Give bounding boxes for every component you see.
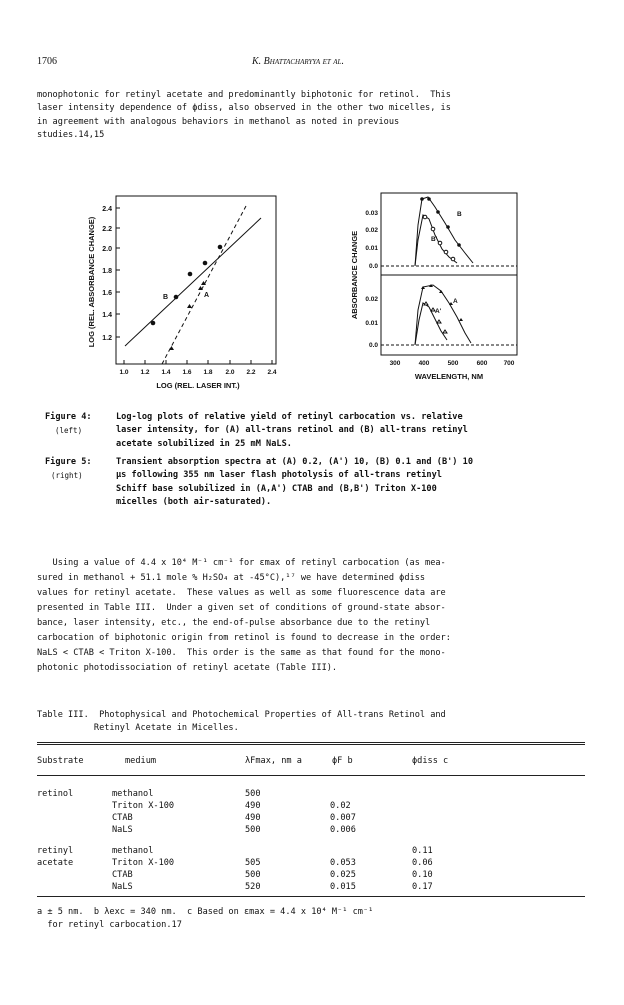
table-cell-phiF: 0.053 xyxy=(330,858,356,868)
fig4-xtick: 2.0 xyxy=(225,369,235,376)
fig5-xtick: 300 xyxy=(389,360,401,367)
table-cell-medium: CTAB xyxy=(112,870,133,880)
table-caption: Table III. Photophysical and Photochemical Properties of All-trans Retinol and xyxy=(37,710,446,720)
fig4-xtick: 2.4 xyxy=(267,369,277,376)
table-cell-medium: Triton X-100 xyxy=(112,801,175,811)
table-header: medium xyxy=(125,756,157,766)
body-line: values for retinyl acetate. These values as well as some fluorescence data are xyxy=(37,588,446,598)
caption-line: Log-log plots of relative yield of retinyl carbocation vs. relative xyxy=(116,412,463,422)
fig4-xlabel: LOG (REL. LASER INT.) xyxy=(156,381,240,390)
caption-line: Schiff base solubilized in (A,A') CTAB and (B,B') Triton X-100 xyxy=(116,483,437,494)
fig4-xtick: 1.2 xyxy=(140,369,150,376)
fig4-ytick: 1.6 xyxy=(102,290,112,297)
fig5-bot-tick: 0.01 xyxy=(365,320,378,327)
body-line: carbocation of biphotonic origin from retinol is found to decrease in the order: xyxy=(37,633,451,643)
table-cell-substrate: retinyl xyxy=(37,846,74,856)
fig5-bot-tick: 0.0 xyxy=(368,342,378,349)
figure-5-plot xyxy=(345,185,525,390)
fig4-xtick: 1.6 xyxy=(182,369,192,376)
table-caption: Retinyl Acetate in Micelles. xyxy=(37,723,239,733)
fig5-top-tick: 0.02 xyxy=(365,227,378,234)
table-cell-substrate: acetate xyxy=(37,858,74,868)
fig4-xtick: 1.8 xyxy=(203,369,213,376)
fig5-xtick: 500 xyxy=(447,360,459,367)
caption-line: μs following 355 nm laser flash photolysis of all-trans retinyl xyxy=(116,470,442,481)
caption-label: Figure 4: xyxy=(45,412,92,422)
body-line: NaLS < CTAB < Triton X-100. This order is the same as that found for the mono- xyxy=(37,648,446,658)
fig4-ylabel: LOG (REL. ABSORBANCE CHANGE) xyxy=(87,216,96,348)
fig5-xlabel: WAVELENGTH, NM xyxy=(414,372,484,381)
caption-label: Figure 5: xyxy=(45,457,92,467)
table-cell-phiF: 0.025 xyxy=(330,870,356,880)
caption-line: micelles (both air-saturated). xyxy=(116,497,272,508)
body-line: Using a value of 4.4 x 10⁴ M⁻¹ cm⁻¹ for εmax of retinyl carbocation (as mea- xyxy=(37,558,446,568)
table-cell-lmax: 505 xyxy=(245,858,261,868)
fig4-xtick: 2.2 xyxy=(246,369,256,376)
fig5-top-tick: 0.01 xyxy=(365,245,378,252)
fig5-bot-tick: 0.02 xyxy=(365,296,378,303)
caption-side: (left) xyxy=(55,426,83,435)
table-footnote: a ± 5 nm. b λexc = 340 nm. c Based on εmax = 4.4 x 10⁴ M⁻¹ cm⁻¹ xyxy=(37,907,374,917)
intro-line: studies.14,15 xyxy=(37,130,105,141)
fig5-xtick: 600 xyxy=(476,360,488,367)
table-header: Substrate xyxy=(37,756,84,766)
fig4-ytick: 1.2 xyxy=(102,335,112,342)
table-cell-phiF: 0.006 xyxy=(330,825,356,835)
fig5-label-a: A xyxy=(453,298,458,305)
table-cell-medium: NaLS xyxy=(112,825,133,835)
fig4-xtick: 1.0 xyxy=(119,369,129,376)
fig4-point-b xyxy=(174,295,179,300)
table-cell-phid: 0.11 xyxy=(412,846,433,856)
fig5-label-b: B xyxy=(457,211,462,218)
table-cell-lmax: 490 xyxy=(245,801,261,811)
fig4-ytick: 2.0 xyxy=(102,246,112,253)
fig5-label-aprime: A' xyxy=(435,308,442,315)
fig5-ylabel: ABSORBANCE CHANGE xyxy=(350,230,359,320)
fig4-point-b xyxy=(203,261,208,266)
intro-line: monophotonic for retinyl acetate and predominantly biphotonic for retinol. This xyxy=(37,90,451,100)
table-cell-phid: 0.06 xyxy=(412,858,433,868)
table-cell-lmax: 500 xyxy=(245,825,261,835)
table-cell-lmax: 500 xyxy=(245,870,261,880)
fig4-ytick: 2.4 xyxy=(102,206,112,213)
intro-paragraph xyxy=(37,89,451,143)
fig4-ytick: 2.2 xyxy=(102,226,112,233)
fig4-point-b xyxy=(151,321,156,326)
intro-line: laser intensity dependence of ϕdiss, also observed in the other two micelles, is xyxy=(37,103,451,114)
fig4-point-b xyxy=(218,245,223,250)
caption-line: acetate solubilized in 25 mM NaLS. xyxy=(116,438,292,449)
fig5-xtick: 700 xyxy=(503,360,515,367)
table-header: ϕdiss c xyxy=(412,756,449,766)
table-cell-medium: CTAB xyxy=(112,813,133,823)
fig5-label-bprime: B' xyxy=(431,236,438,243)
body-line: sured in methanol + 51.1 mole % H₂SO₄ at -45°C),¹⁷ we have determined ϕdiss xyxy=(37,573,426,583)
running-head: K. Bhattacharyya et al. xyxy=(252,56,344,67)
page-number: 1706 xyxy=(37,56,57,67)
body-paragraph xyxy=(37,556,451,676)
fig5-xtick: 400 xyxy=(418,360,430,367)
table-cell-phid: 0.10 xyxy=(412,870,433,880)
table-header: λFmax, nm a xyxy=(245,756,302,766)
fig4-point-b xyxy=(188,272,193,277)
fig4-point-a xyxy=(169,346,174,350)
fig4-label-b: B xyxy=(163,294,169,301)
body-line: presented in Table III. Under a given set of conditions of ground-state absor- xyxy=(37,603,446,613)
fig5-top-tick: 0.03 xyxy=(365,210,378,217)
fig4-label-a: A xyxy=(204,292,210,299)
fig4-ytick: 1.8 xyxy=(102,268,112,275)
table-footnote: for retinyl carbocation.17 xyxy=(37,920,182,930)
intro-line: in agreement with analogous behaviors in methanol as noted in previous xyxy=(37,116,400,127)
figure-4-plot xyxy=(80,190,280,395)
fig4-xtick: 1.4 xyxy=(161,369,171,376)
table-cell-phiF: 0.015 xyxy=(330,882,356,892)
table-cell-lmax: 520 xyxy=(245,882,261,892)
table-cell-medium: Triton X-100 xyxy=(112,858,175,868)
body-line: bance, laser intensity, etc., the end-of-pulse absorbance due to the retinyl xyxy=(37,618,431,628)
table-cell-substrate: retinol xyxy=(37,789,74,799)
table-cell-lmax: 500 xyxy=(245,789,261,799)
table-cell-lmax: 490 xyxy=(245,813,261,823)
caption-line: laser intensity, for (A) all-trans retinol and (B) all-trans retinyl xyxy=(116,425,468,436)
fig5-top-tick: 0.0 xyxy=(368,263,378,270)
fig4-ytick: 1.4 xyxy=(102,312,112,319)
table-cell-phiF: 0.02 xyxy=(330,801,351,811)
table-cell-phid: 0.17 xyxy=(412,882,433,892)
table-header: ϕF b xyxy=(332,756,353,766)
caption-line: Transient absorption spectra at (A) 0.2, (A') 10, (B) 0.1 and (B') 10 xyxy=(116,457,473,467)
body-line: photonic photodissociation of retinyl acetate (Table III). xyxy=(37,663,338,673)
table-cell-phiF: 0.007 xyxy=(330,813,356,823)
table-cell-medium: methanol xyxy=(112,846,154,856)
caption-side: (right) xyxy=(51,471,83,480)
fig4-point-a xyxy=(187,304,192,308)
table-cell-medium: methanol xyxy=(112,789,154,799)
table-cell-medium: NaLS xyxy=(112,882,133,892)
